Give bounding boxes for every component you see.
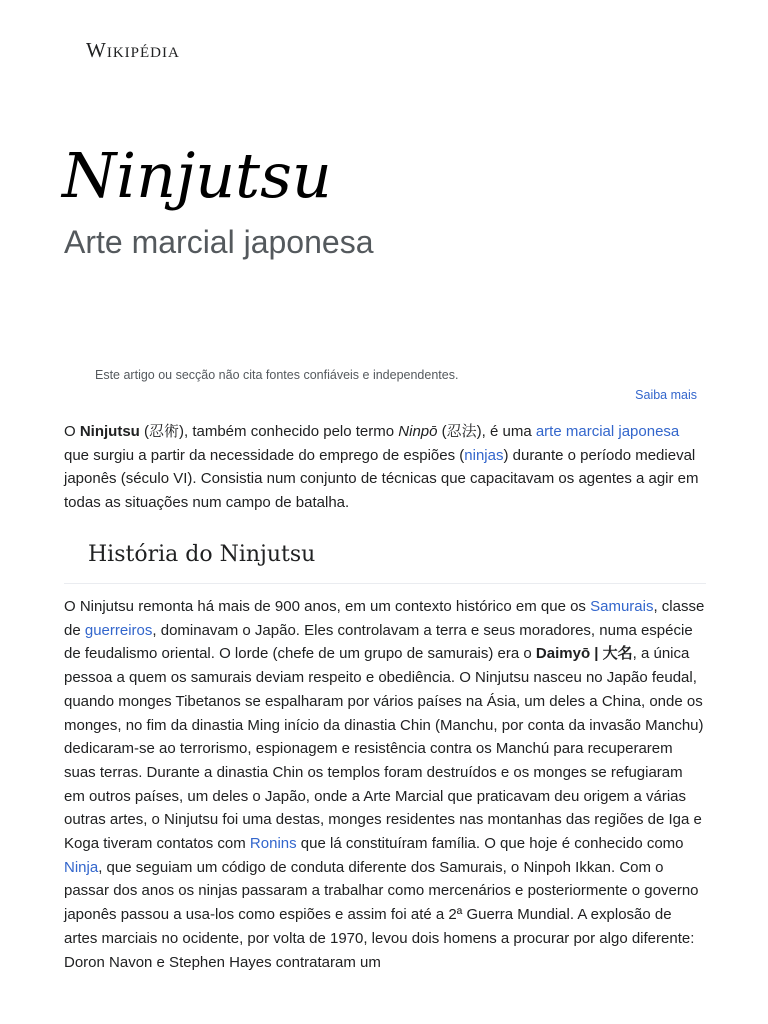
- page-subtitle: Arte marcial japonesa: [64, 224, 374, 260]
- link-ronins[interactable]: Ronins: [249, 835, 297, 853]
- link-samurais[interactable]: Samurais: [590, 598, 654, 615]
- link-ninjas[interactable]: ninjas: [464, 446, 504, 464]
- history-text: , classe de: [64, 598, 705, 639]
- citation-notice: Este artigo ou secção não cita fontes confiáveis e independentes.: [95, 368, 459, 382]
- intro-term-italic: Ninpō: [398, 423, 438, 440]
- wikipedia-wordmark[interactable]: Wikipédia: [86, 38, 180, 62]
- history-text: , que seguiam um código de conduta diferente dos Samurais, o Ninpoh Ikkan. Com o passar dos anos os ninjas passaram a trabalhar como mercenários e posteriormente o governo japonês passou a usa-los como espiões e assim foi até a 2ª Guerra Mundial. A explosão de artes marciais no ocidente, por volta de 1970, levou dois homens a procurar por algo diferente: Doron Navon e Stephen Hayes contrataram um: [64, 858, 699, 971]
- history-text: O Ninjutsu remonta há mais de 900 anos, em um contexto histórico em que os: [64, 598, 591, 615]
- history-text: , dominavam o Japão. Eles controlavam a terra e seus moradores, numa espécie de feudalismo oriental. O lorde (chefe de um grupo de samurais) era o: [64, 621, 693, 663]
- intro-paragraph: [64, 420, 706, 515]
- intro-text: que surgiu a partir da necessidade do emprego de espiões (: [64, 446, 465, 464]
- link-guerreiros[interactable]: guerreiros: [84, 621, 153, 639]
- section-heading-historia: História do Ninjutsu: [88, 542, 316, 567]
- intro-text: ) durante o período medieval japonês (século VI). Consistia num conjunto de técnicas que capacitavam os agentes a agir em todas as situações num campo de batalha.: [64, 446, 699, 512]
- section-divider: [64, 583, 706, 584]
- history-text: , a única pessoa a quem os samurais deviam respeito e obediência. O Ninjutsu nasceu no Japão feudal, quando monges Tibetanos se espalharam por vários países na Ásia, um deles a China, onde os monges, no fim da dinastia Ming início da dinastia Chin (Manchu, por conta da invasão Manchu) dedicaram-se ao terrorismo, espionagem e resistência contra os Manchú para recuperarem suas terras. Durante a dinastia Chin os templos foram destruídos e os monges se refugiaram em outros países, um deles o Japão, onde a Arte Marcial que praticavam deu origem a várias outras artes, o Ninjutsu foi uma destas, monges residentes nas montanhas das regiões de Iga e Koga tiveram contatos com: [64, 645, 704, 853]
- intro-term-bold: Ninjutsu: [79, 423, 140, 440]
- learn-more-link[interactable]: Saiba mais: [635, 388, 697, 402]
- link-arte-marcial-japonesa[interactable]: arte marcial japonesa: [535, 423, 680, 440]
- intro-text: O: [64, 423, 80, 440]
- intro-text: (忍術), também conhecido pelo termo: [139, 423, 399, 440]
- intro-text: (忍法), é uma: [437, 423, 536, 440]
- page-title: Ninjutsu: [62, 139, 332, 212]
- history-term-bold: Daimyō | 大名: [535, 645, 633, 663]
- history-paragraph: [64, 595, 706, 974]
- history-text: que lá constituíram família. O que hoje é conhecido como: [296, 835, 684, 853]
- link-ninja[interactable]: Ninja: [64, 858, 99, 876]
